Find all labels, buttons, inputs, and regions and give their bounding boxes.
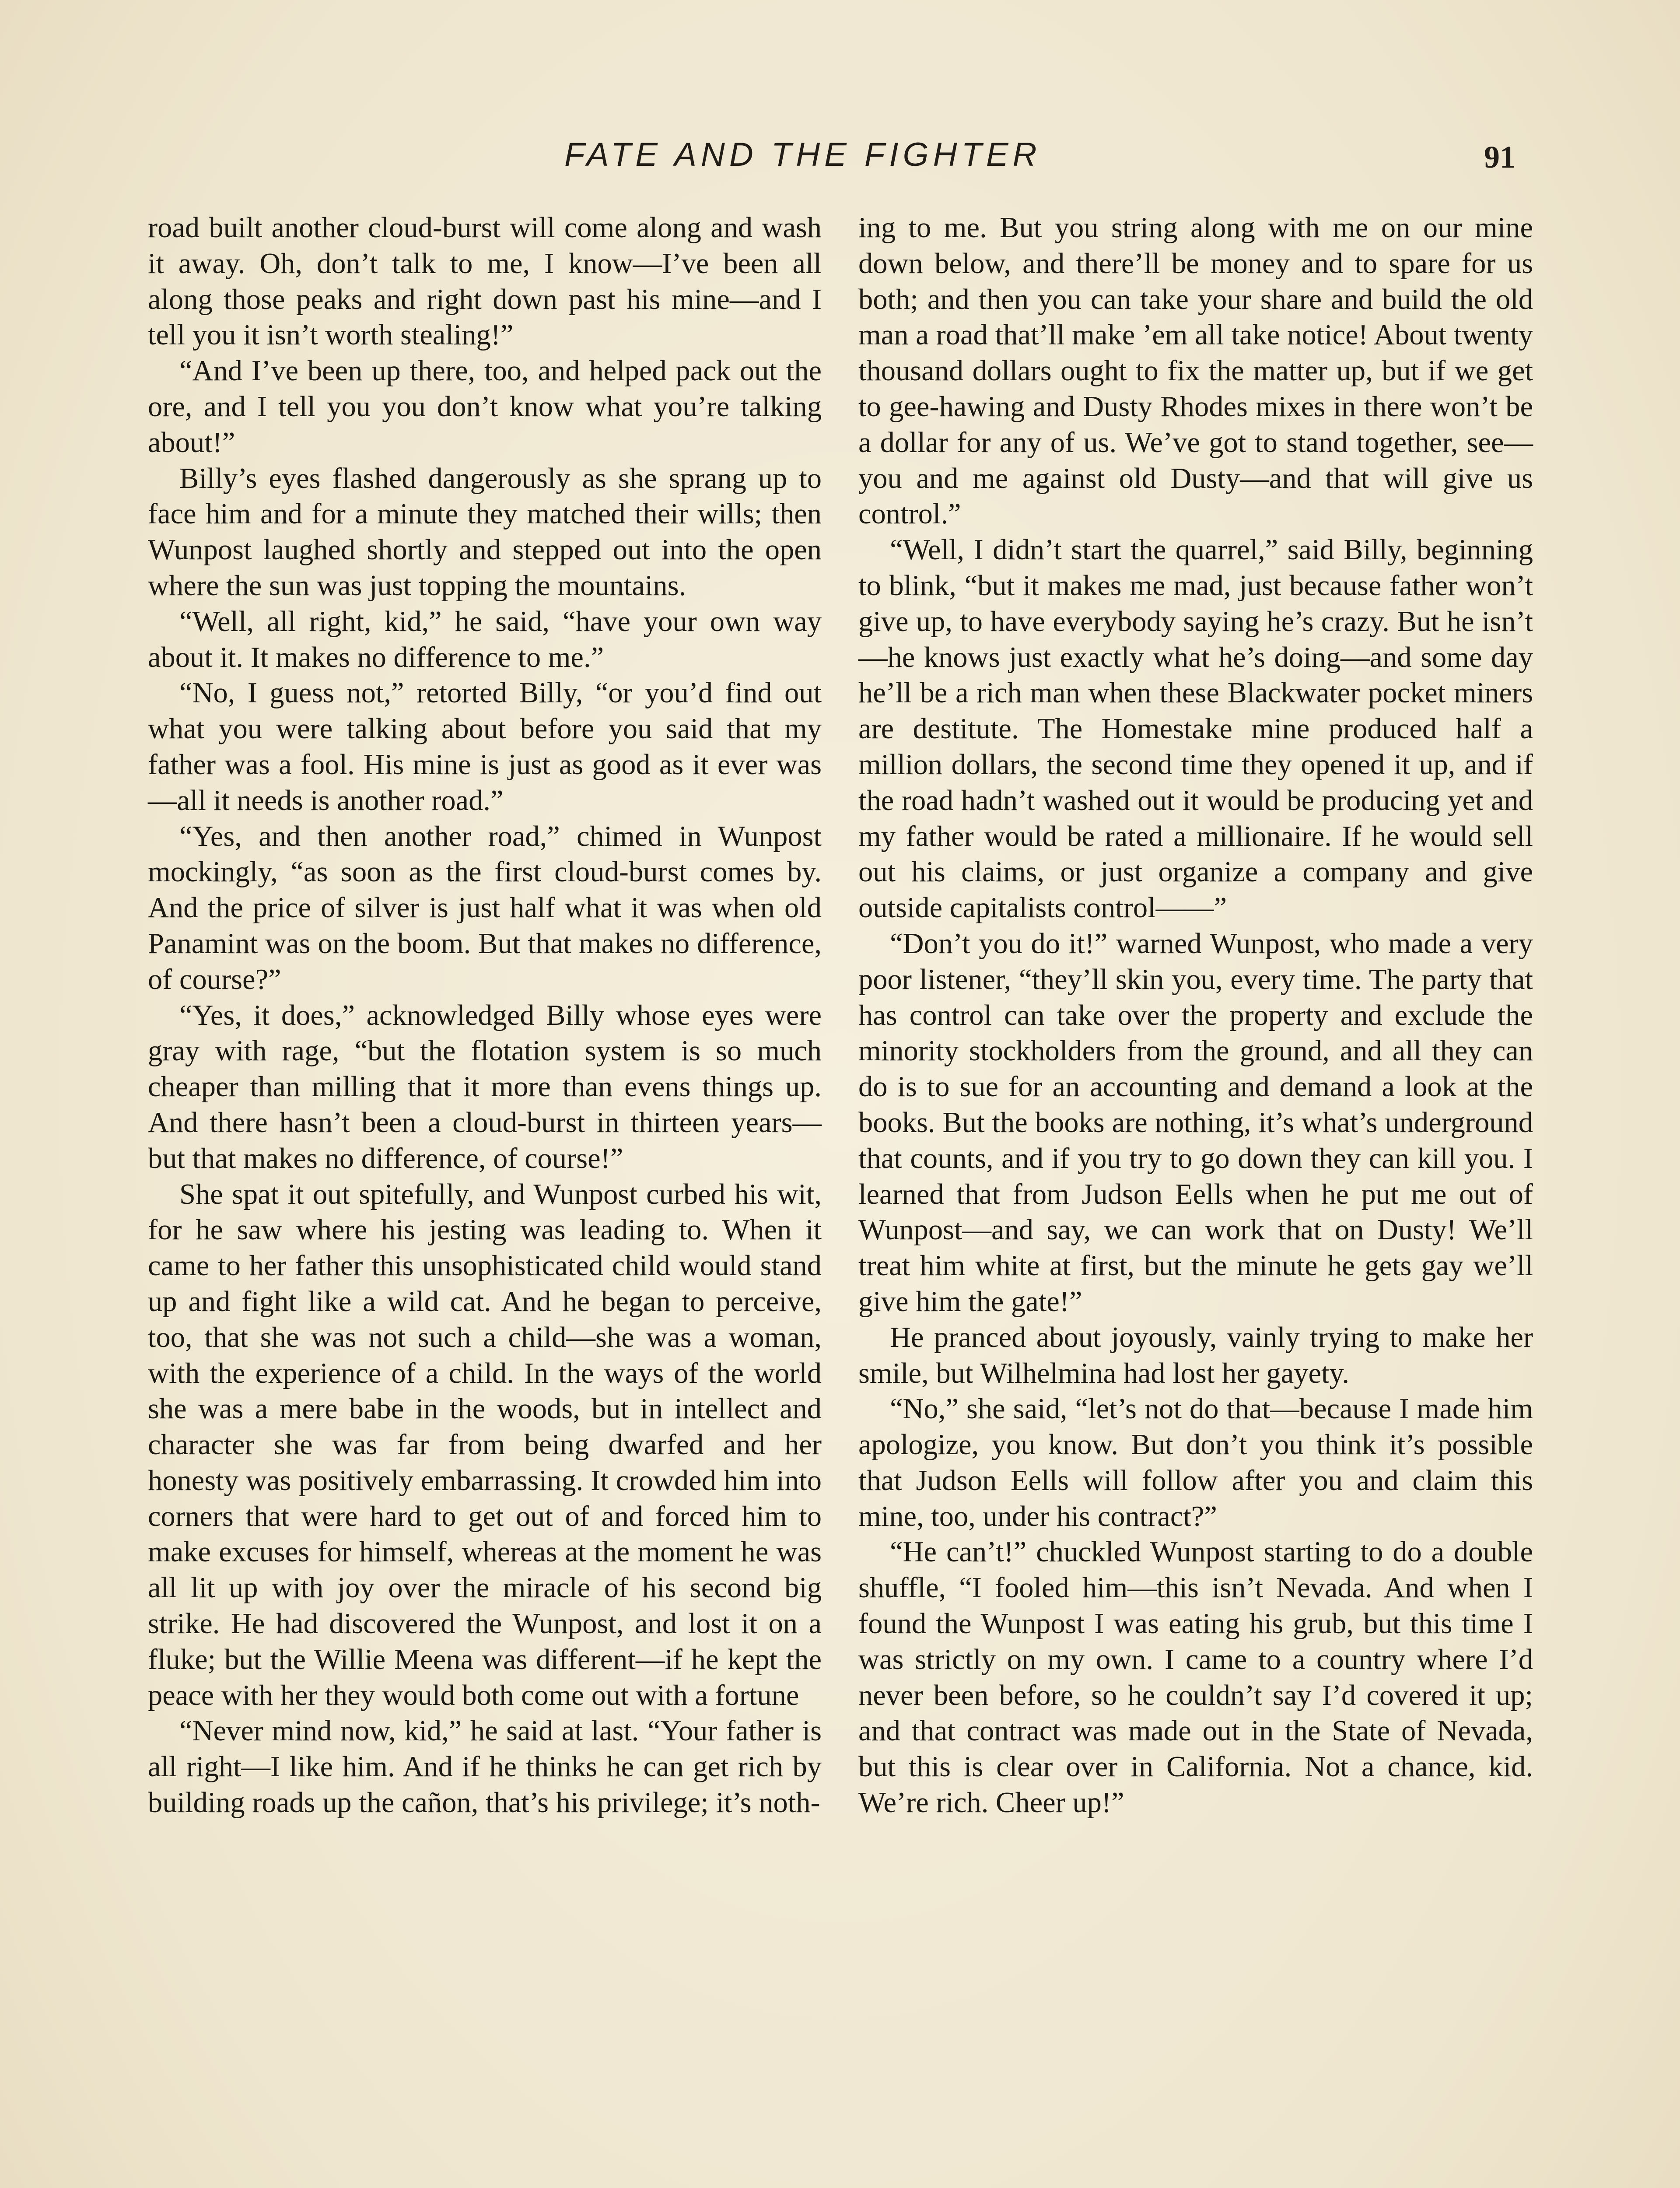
paragraph: Billy’s eyes flashed dangerously as she sprang up to face him and for a minute they matched their wills; then Wunpost laughed shortly and stepped out into the open where the sun was just topping the mountains. [148, 462, 822, 602]
paragraph: “Yes, and then another road,” chimed in Wunpost mockingly, “as soon as the first cloud-burst comes by. And the price of silver is just half what it was when old Panamint was on the boom. But that makes no difference, of course?” [148, 820, 822, 996]
paragraph: He pranced about joyously, vainly trying to make her smile, but Wilhelmina had lost her gayety. [858, 1321, 1533, 1389]
paragraph: road built another cloud-burst will come along and wash it away. Oh, don’t talk to me, I know—I’ve been all along those peaks and right down past his mine—and I tell you it isn’t worth stealing!” [148, 212, 822, 351]
paragraph: “He can’t!” chuckled Wunpost starting to do a double shuffle, “I fooled him—this isn’t Nevada. And when I found the Wunpost I was eating his grub, but this time I was strictly on my own. I came to a country where I’d never been before, so he couldn’t say I’d covered it up; and that contract was made out in the State of Nevada, but this is clear over in California. Not a chance, kid. We’re rich. Cheer up!” [858, 1536, 1533, 1819]
paragraph: “No, I guess not,” retorted Billy, “or you’d find out what you were talking about before you said that my father was a fool. His mine is just as good as it ever was—all it needs is another road.” [148, 677, 822, 817]
paragraph: “Well, all right, kid,” he said, “have your own way about it. It makes no difference to me.” [148, 605, 822, 673]
paragraph: “Never mind now, kid,” he said at last. “Your father is all right—I like him. And if he thinks he can get rich by building roads up the cañon, that’s his privilege; it’s noth- [148, 1715, 822, 1819]
paragraph: “No,” she said, “let’s not do that—because I made him apologize, you know. But don’t you think it’s possible that Judson Eells will follow after you and claim this mine, too, under his contract?” [858, 1393, 1533, 1532]
paragraph: ing to me. But you string along with me on our mine down below, and there’ll be money and to spare for us both; and then you can take your share and build the old man a road that’ll make ’em all take notice! About twenty thousand dollars ought to fix the matter up, but if we get to gee-hawing and Dusty Rhodes mixes in there won’t be a dollar for any of us. We’ve got to stand together, see—you and me against old Dusty—and that will give us control.” [858, 212, 1533, 530]
left-text-column [148, 210, 822, 1821]
right-text-column [858, 210, 1533, 1821]
page-number: 91 [1484, 140, 1516, 175]
paragraph: “Don’t you do it!” warned Wunpost, who made a very poor listener, “they’ll skin you, every time. The party that has control can take over the property and exclude the minority stockholders from the ground, and all they can do is to sue for an accounting and demand a look at the books. But the books are nothing, it’s what’s underground that counts, and if you try to go down they can kill you. I learned that from Judson Eells when he put me out of Wunpost—and say, we can work that on Dusty! We’ll treat him white at first, but the minute he gets gay we’ll give him the gate!” [858, 927, 1533, 1318]
paragraph: “Well, I didn’t start the quarrel,” said Billy, beginning to blink, “but it makes me mad, just because father won’t give up, to have everybody saying he’s crazy. But he isn’t—he knows just exactly what he’s doing—and some day he’ll be a rich man when these Blackwater pocket miners are destitute. The Homestake mine produced half a million dollars, the second time they opened it up, and if the road hadn’t washed out it would be producing yet and my father would be rated a millionaire. If he would sell out his claims, or just organize a company and give outside capitalists control——” [858, 534, 1533, 924]
running-title: FATE AND THE FIGHTER [564, 136, 1041, 173]
paragraph: “And I’ve been up there, too, and helped pack out the ore, and I tell you you don’t know what you’re talking about!” [148, 355, 822, 459]
paragraph: “Yes, it does,” acknowledged Billy whose eyes were gray with rage, “but the flotation system is so much cheaper than milling that it more than evens things up. And there hasn’t been a cloud-burst in thirteen years—but that makes no difference, of course!” [148, 999, 822, 1175]
paragraph: She spat it out spitefully, and Wunpost curbed his wit, for he saw where his jesting was leading to. When it came to her father this unsophisticated child would stand up and fight like a wild cat. And he began to perceive, too, that she was not such a child—she was a woman, with the experience of a child. In the ways of the world she was a mere babe in the woods, but in intellect and character she was far from being dwarfed and her honesty was positively embarrassing. It crowded him into corners that were hard to get out of and forced him to make excuses for himself, whereas at the moment he was all lit up with joy over the miracle of his second big strike. He had discovered the Wunpost, and lost it on a fluke; but the Willie Meena was different—if he kept the peace with her they would both come out with a fortune [148, 1178, 822, 1711]
